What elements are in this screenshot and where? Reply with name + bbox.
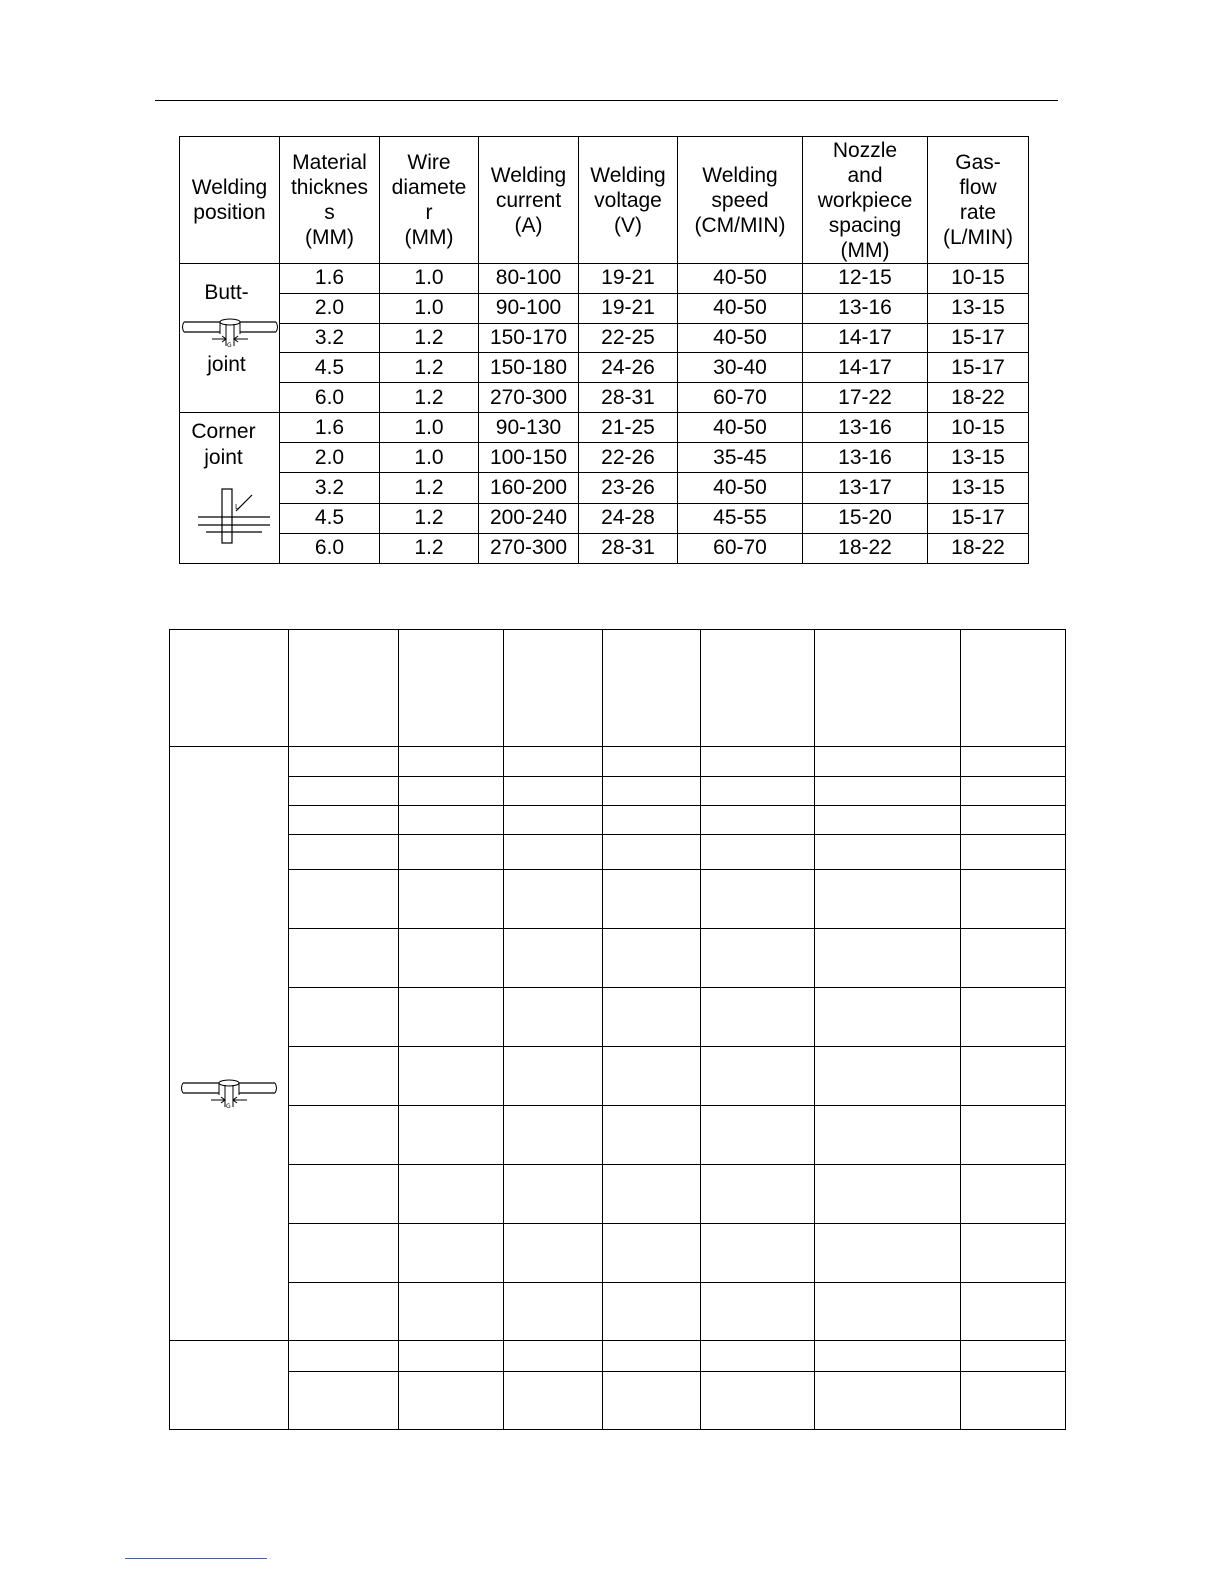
table-cell: 90-100 [479, 293, 579, 323]
table-cell [815, 1341, 961, 1372]
header-cell [399, 630, 504, 747]
table-cell [289, 806, 399, 835]
table-cell [701, 1372, 815, 1430]
table-cell [504, 777, 603, 806]
position-label-bottom: joint [204, 446, 243, 469]
table-cell: 200-240 [479, 503, 579, 533]
table-cell: 100-150 [479, 443, 579, 473]
table-cell: 12-15 [803, 264, 928, 294]
table-cell [399, 777, 504, 806]
table-row [180, 413, 1029, 443]
table-cell: 1.0 [380, 293, 479, 323]
butt-joint-diagram [182, 318, 278, 352]
table-cell: 6.0 [280, 383, 380, 413]
table-row [170, 1047, 1066, 1106]
table-row [170, 870, 1066, 929]
table-cell [399, 870, 504, 929]
table-cell: 19-21 [579, 264, 678, 294]
table-cell: 2.0 [280, 293, 380, 323]
table-cell [701, 777, 815, 806]
table-cell [961, 806, 1066, 835]
butt-joint-diagram [181, 1079, 277, 1113]
table-cell [289, 1165, 399, 1224]
table-cell: 1.6 [280, 264, 380, 294]
header-cell: Welding voltage (V) [579, 137, 678, 264]
position-label-top: Corner [191, 420, 256, 443]
table-cell [504, 870, 603, 929]
header-cell [289, 630, 399, 747]
table-cell: 30-40 [678, 353, 803, 383]
table-cell [289, 988, 399, 1047]
table-row [170, 929, 1066, 988]
table-cell: 21-25 [579, 413, 678, 443]
table-row [180, 503, 1029, 533]
butt-joint-position-cell [180, 264, 280, 413]
table-cell: 15-17 [928, 353, 1029, 383]
table-cell: 4.5 [280, 503, 380, 533]
table-cell [961, 835, 1066, 870]
table-cell: 80-100 [479, 264, 579, 294]
table-cell [603, 1047, 701, 1106]
table-cell [289, 747, 399, 777]
table-cell: 35-45 [678, 443, 803, 473]
table-cell [701, 1224, 815, 1283]
table-cell [961, 1372, 1066, 1430]
table-cell: 28-31 [579, 383, 678, 413]
table-cell: 1.2 [380, 503, 479, 533]
header-cell: Gas- flow rate (L/MIN) [928, 137, 1029, 264]
table-row [170, 777, 1066, 806]
table-cell: 90-130 [479, 413, 579, 443]
table-cell [701, 1341, 815, 1372]
table-cell [289, 1224, 399, 1283]
table-cell [815, 1165, 961, 1224]
table-cell: 13-16 [803, 443, 928, 473]
table-cell [289, 1047, 399, 1106]
table-cell [603, 1283, 701, 1341]
table-cell: 3.2 [280, 323, 380, 353]
table-cell [504, 1106, 603, 1165]
table-cell [815, 929, 961, 988]
table-cell: 14-17 [803, 353, 928, 383]
table-cell [603, 747, 701, 777]
table-cell [504, 988, 603, 1047]
table-cell [815, 1372, 961, 1430]
table-cell [815, 1224, 961, 1283]
table-cell [603, 1165, 701, 1224]
table-cell: 6.0 [280, 533, 380, 563]
table-cell [603, 1106, 701, 1165]
table-cell [504, 929, 603, 988]
table-cell [961, 1341, 1066, 1372]
table-cell: 24-26 [579, 353, 678, 383]
table-cell [504, 835, 603, 870]
table-cell: 15-17 [928, 503, 1029, 533]
table-cell [701, 835, 815, 870]
table-row [180, 383, 1029, 413]
table-row [170, 1106, 1066, 1165]
header-cell: Wire diamete r (MM) [380, 137, 479, 264]
header-cell: Nozzle and workpiece spacing (MM) [803, 137, 928, 264]
header-cell [504, 630, 603, 747]
table-cell [815, 1106, 961, 1165]
corner-joint-position-cell [180, 413, 280, 564]
table-cell [961, 1283, 1066, 1341]
table-row [180, 264, 1029, 294]
table-cell: 1.0 [380, 264, 479, 294]
table-cell [504, 1165, 603, 1224]
table-cell [603, 1341, 701, 1372]
table-cell [815, 1047, 961, 1106]
table-cell [815, 835, 961, 870]
table-cell: 1.2 [380, 353, 479, 383]
table-cell: 22-26 [579, 443, 678, 473]
table-cell [399, 835, 504, 870]
table-cell [504, 747, 603, 777]
table-cell [961, 929, 1066, 988]
table-cell [504, 1047, 603, 1106]
table-cell [603, 806, 701, 835]
table-cell: 13-16 [803, 413, 928, 443]
svg-text:G: G [226, 1103, 231, 1110]
footer-link-underline [125, 1558, 267, 1559]
table-cell [701, 1283, 815, 1341]
table-cell [815, 747, 961, 777]
header-rule [155, 100, 1058, 101]
table-cell [504, 1224, 603, 1283]
table-row [180, 353, 1029, 383]
butt-joint-position-cell [170, 747, 289, 1341]
svg-text:L: L [235, 503, 239, 511]
table-cell [961, 1224, 1066, 1283]
corner-joint-diagram [194, 487, 274, 547]
table-cell: 160-200 [479, 473, 579, 503]
table-cell [603, 929, 701, 988]
table-cell [504, 1372, 603, 1430]
header-cell [961, 630, 1066, 747]
table-cell [603, 870, 701, 929]
header-cell [170, 630, 289, 747]
table-cell [603, 777, 701, 806]
table-cell: 2.0 [280, 443, 380, 473]
header-cell: Welding current (A) [479, 137, 579, 264]
header-cell: Welding speed (CM/MIN) [678, 137, 803, 264]
table-cell: 40-50 [678, 413, 803, 443]
table-cell [701, 929, 815, 988]
table-row [180, 473, 1029, 503]
table-cell: 13-15 [928, 473, 1029, 503]
table-cell: 40-50 [678, 323, 803, 353]
table-cell: 18-22 [928, 383, 1029, 413]
table-row [170, 1341, 1066, 1372]
table-cell: 10-15 [928, 413, 1029, 443]
table-cell: 28-31 [579, 533, 678, 563]
table-cell: 17-22 [803, 383, 928, 413]
table-cell [701, 988, 815, 1047]
table-cell: 1.2 [380, 383, 479, 413]
table-cell [961, 747, 1066, 777]
table-cell [399, 1372, 504, 1430]
table-cell: 40-50 [678, 264, 803, 294]
table-cell [815, 777, 961, 806]
table-cell: 1.0 [380, 413, 479, 443]
header-cell [701, 630, 815, 747]
table-cell: 13-16 [803, 293, 928, 323]
table-cell [289, 777, 399, 806]
table-cell: 40-50 [678, 473, 803, 503]
table-cell [603, 1372, 701, 1430]
table-row [180, 533, 1029, 563]
table-cell: 60-70 [678, 533, 803, 563]
table-cell: 18-22 [803, 533, 928, 563]
table-cell: 150-170 [479, 323, 579, 353]
table-cell [289, 1106, 399, 1165]
table-cell [399, 1341, 504, 1372]
header-row [180, 137, 1029, 264]
table-cell [289, 1341, 399, 1372]
table-row [170, 1224, 1066, 1283]
table-cell [815, 1283, 961, 1341]
table-cell: 45-55 [678, 503, 803, 533]
table-row [170, 835, 1066, 870]
table-cell [961, 1165, 1066, 1224]
blank-welding-table [169, 629, 1066, 1430]
table-cell: 18-22 [928, 533, 1029, 563]
header-cell: Welding position [180, 137, 280, 264]
table-row [180, 323, 1029, 353]
table-cell [961, 1047, 1066, 1106]
table-cell: 22-25 [579, 323, 678, 353]
table-cell: 60-70 [678, 383, 803, 413]
table-row [180, 293, 1029, 323]
table-cell [603, 835, 701, 870]
table-cell [701, 1165, 815, 1224]
header-cell: Material thicknes s (MM) [280, 137, 380, 264]
position-label-top: Butt- [204, 281, 249, 304]
header-cell [815, 630, 961, 747]
welding-parameters-table [179, 136, 1029, 564]
table-cell: 15-20 [803, 503, 928, 533]
table-cell [504, 806, 603, 835]
table-cell [701, 1047, 815, 1106]
table-row [170, 1165, 1066, 1224]
table-row [170, 747, 1066, 777]
table-cell [603, 988, 701, 1047]
table-cell: 3.2 [280, 473, 380, 503]
table-cell: 270-300 [479, 533, 579, 563]
table-cell [603, 1224, 701, 1283]
table-row [170, 1283, 1066, 1341]
table-cell [289, 835, 399, 870]
table-cell [289, 1283, 399, 1341]
table-cell [961, 777, 1066, 806]
table-cell [961, 870, 1066, 929]
table-cell: 150-180 [479, 353, 579, 383]
svg-text:G: G [227, 342, 232, 349]
table-cell [815, 806, 961, 835]
table-cell [289, 1372, 399, 1430]
table-cell [399, 1047, 504, 1106]
table-cell [961, 1106, 1066, 1165]
table-cell: 14-17 [803, 323, 928, 353]
header-row [170, 630, 1066, 747]
table-row [170, 806, 1066, 835]
table-cell [399, 988, 504, 1047]
table-cell: 4.5 [280, 353, 380, 383]
table-cell: 270-300 [479, 383, 579, 413]
position-cell [170, 1341, 289, 1430]
table-cell [701, 747, 815, 777]
table-cell [399, 1106, 504, 1165]
table-cell [701, 1106, 815, 1165]
table-cell: 40-50 [678, 293, 803, 323]
table-cell: 19-21 [579, 293, 678, 323]
table-cell [399, 1283, 504, 1341]
table-cell: 24-28 [579, 503, 678, 533]
table-cell [504, 1283, 603, 1341]
table-cell [961, 988, 1066, 1047]
table-cell [701, 806, 815, 835]
position-label-bottom: joint [207, 353, 246, 376]
header-cell [603, 630, 701, 747]
table-cell [399, 929, 504, 988]
table-row [170, 988, 1066, 1047]
table-cell: 13-15 [928, 293, 1029, 323]
table-cell [504, 1341, 603, 1372]
table-cell [399, 806, 504, 835]
table-cell: 13-15 [928, 443, 1029, 473]
table-cell: 10-15 [928, 264, 1029, 294]
table-cell [815, 988, 961, 1047]
table-cell [399, 1165, 504, 1224]
table-cell: 1.0 [380, 443, 479, 473]
table-cell [399, 1224, 504, 1283]
table-cell: 15-17 [928, 323, 1029, 353]
table-cell: 1.6 [280, 413, 380, 443]
table-cell [289, 929, 399, 988]
table-row [170, 1372, 1066, 1430]
table-cell: 23-26 [579, 473, 678, 503]
table-row [180, 443, 1029, 473]
table-cell [289, 870, 399, 929]
table-cell [399, 747, 504, 777]
table-cell: 1.2 [380, 533, 479, 563]
table-cell: 13-17 [803, 473, 928, 503]
table-cell [815, 870, 961, 929]
table-cell [701, 870, 815, 929]
table-cell: 1.2 [380, 323, 479, 353]
table-cell: 1.2 [380, 473, 479, 503]
